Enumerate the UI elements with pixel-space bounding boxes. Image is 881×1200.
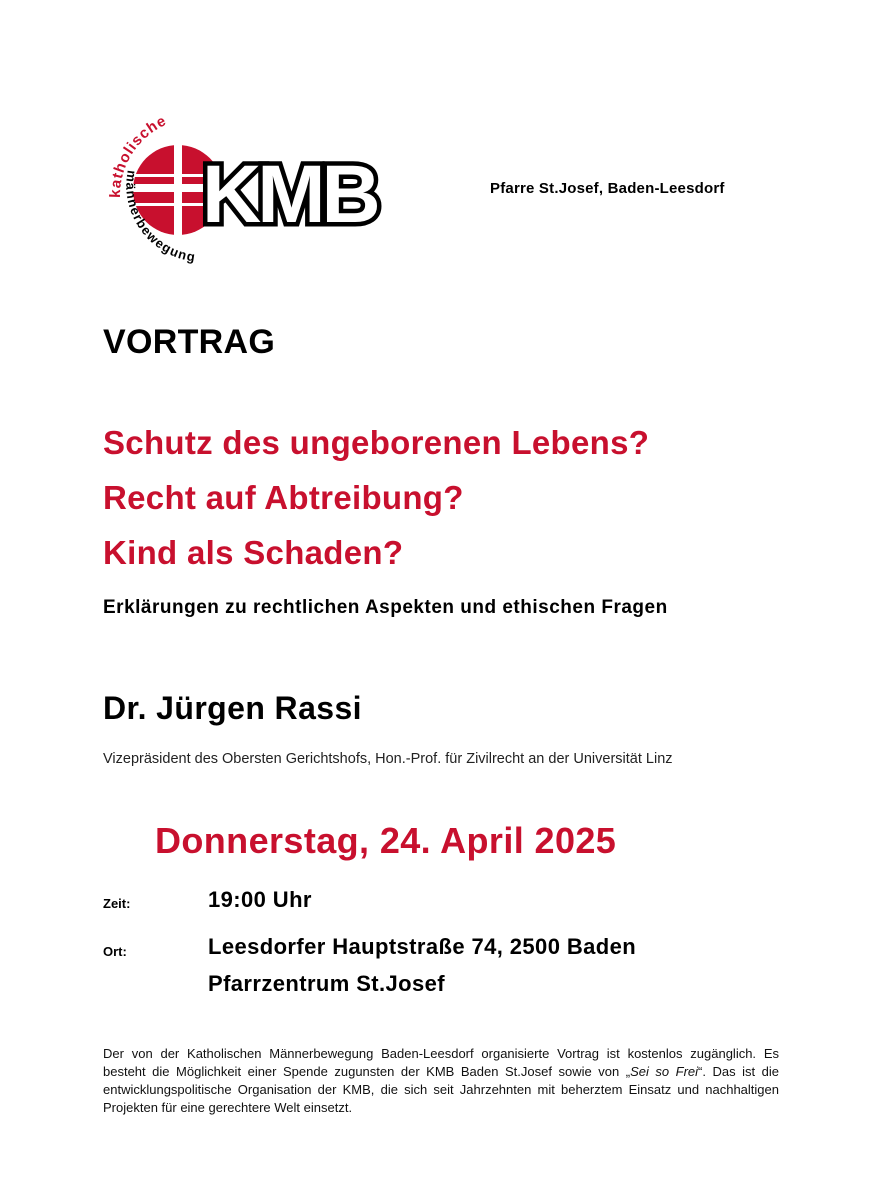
place-address: Leesdorfer Hauptstraße 74, 2500 Baden [208,934,637,959]
event-type-heading: VORTRAG [103,323,276,361]
speaker-role: Vizepräsident des Obersten Gerichtshofs, Hon.-Prof. für Zivilrecht an der Universität Linz [103,751,673,767]
event-date: Donnerstag, 24. April 2025 [155,820,617,861]
parish-name: Pfarre St.Josef, Baden-Leesdorf [490,180,725,197]
footer-organisation-name: Sei so Frei [630,1064,699,1079]
place-label: Ort: [103,944,127,959]
logo-ring-text-top: katholische [108,112,170,199]
kmb-logo [108,108,388,278]
question-2: Recht auf Abtreibung? [103,479,464,516]
footer-text-part2: “. Das ist die entwicklungspolitische Organisation der KMB, die sich seit Jahrzehnten mit beherztem Einsatz und nachhaltigen Projekten für eine gerechtere Welt einsetzt. [103,1064,779,1115]
question-1: Schutz des ungeborenen Lebens? [103,424,650,461]
speaker-name: Dr. Jürgen Rassi [103,690,362,726]
question-3: Kind als Schaden? [103,534,404,571]
time-label: Zeit: [103,896,131,911]
logo-ring-text-bottom: männerbewegung [123,169,198,265]
logo-wordmark: KMB [202,149,377,240]
place-venue: Pfarrzentrum St.Josef [208,971,446,996]
footer-note [103,1045,779,1117]
time-value: 19:00 Uhr [208,887,312,912]
footer-text-part1: Der von der Katholischen Männerbewegung Baden-Leesdorf organisierte Vortrag ist kostenlos zugänglich. Es besteht die Möglichkeit einer Spende zugunsten der KMB Baden St.Josef sowie von „ [103,1046,779,1079]
event-subtitle: Erklärungen zu rechtlichen Aspekten und ethischen Fragen [103,597,668,618]
kmb-logo-graphic [108,108,388,278]
